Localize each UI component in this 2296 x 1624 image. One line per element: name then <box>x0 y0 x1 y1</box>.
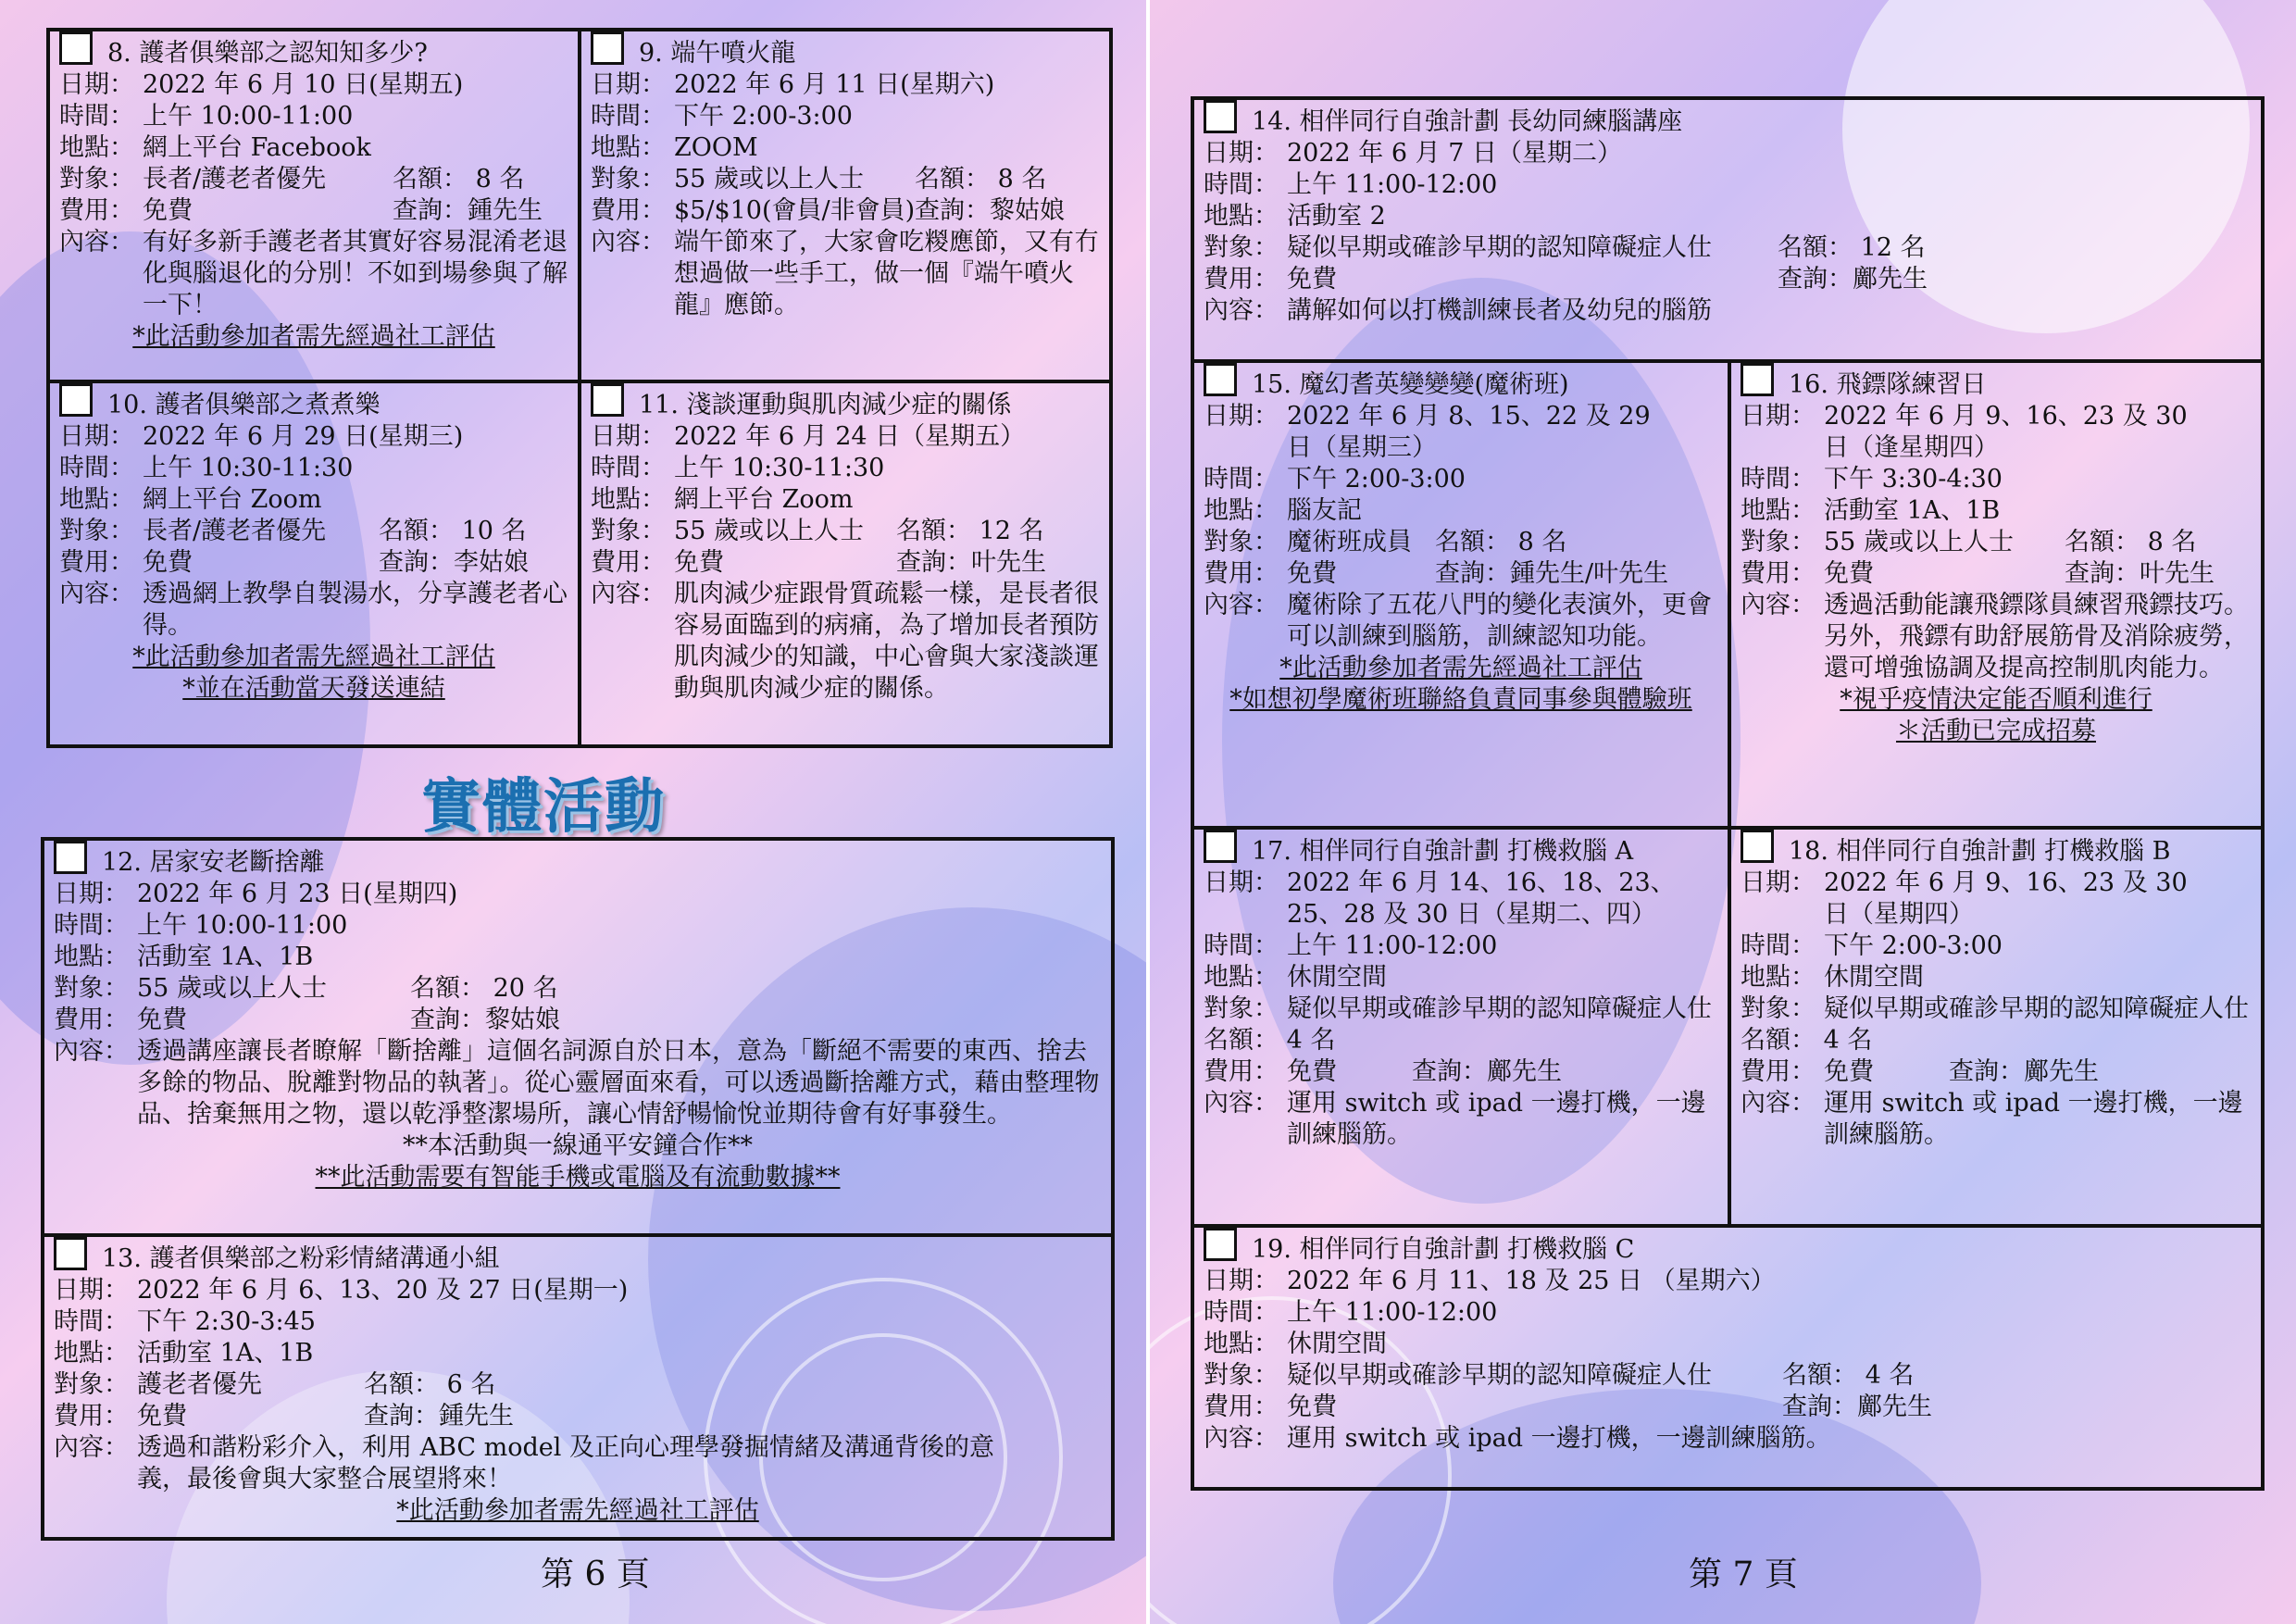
time-value: 上午 10:00-11:00 <box>143 102 354 131</box>
target-value: 疑似早期或確診早期的認知障礙症人仕 <box>1287 233 1712 262</box>
activity-title: 8. 護者俱樂部之認知知多少? <box>107 39 428 68</box>
content-label: 內容： <box>591 580 666 608</box>
content-label: 內容： <box>1204 591 1279 619</box>
register-checkbox[interactable] <box>1204 363 1237 396</box>
target-value: 疑似早期或確診早期的認知障礙症人仕 <box>1287 994 1712 1023</box>
activity-card-9 <box>578 28 1113 383</box>
venue-value: 休閒空間 <box>1824 963 1924 992</box>
date-label: 日期： <box>1741 868 1816 897</box>
fee-value: 免費 <box>1824 559 1874 588</box>
content-label: 內容： <box>1204 1089 1279 1118</box>
register-checkbox[interactable] <box>1741 363 1774 396</box>
contact-value: 查詢：黎姑娘 <box>915 196 1065 225</box>
content-label: 內容： <box>591 228 666 256</box>
fee-label: 費用： <box>1204 1057 1279 1086</box>
fee-label: 費用： <box>1741 559 1816 588</box>
target-value: 55 歲或以上人士 <box>674 517 864 545</box>
contact-value: 查詢：鍾先生/叶先生 <box>1435 559 1669 588</box>
date-value: 2022 年 6 月 10 日(星期五) <box>143 70 464 99</box>
activity-title: 17. 相伴同行自強計劃 打機救腦 A <box>1252 837 1634 866</box>
venue-value: 活動室 1A、1B <box>137 943 314 971</box>
activity-note: *此活動參加者需先經過社工評估 <box>1279 654 1642 682</box>
content-value: 運用 switch 或 ipad 一邊打機，一邊訓練腦筋。 <box>1824 1089 2243 1149</box>
fee-label: 費用： <box>1204 1393 1279 1421</box>
target-value: 魔術班成員 <box>1287 528 1412 556</box>
fee-label: 費用： <box>59 548 134 577</box>
activity-card-17 <box>1191 826 1731 1228</box>
venue-label: 地點： <box>54 943 129 971</box>
page-gutter <box>1146 0 1150 1624</box>
fee-value: 免費 <box>143 196 193 225</box>
contact-value: 查詢：李姑娘 <box>379 548 529 577</box>
register-checkbox[interactable] <box>59 383 93 417</box>
content-value: 肌肉減少症跟骨質疏鬆一樣，是長者很容易面臨到的病痛，為了增加長者預防肌肉減少的知識，中心會與大家淺談運動與肌肉減少症的關係。 <box>674 580 1099 703</box>
register-checkbox[interactable] <box>1204 830 1237 863</box>
fee-value: 免費 <box>1287 559 1337 588</box>
activity-note: ＊活動已完成招募 <box>1896 717 2096 745</box>
venue-value: 活動室 1A、1B <box>1824 496 2001 525</box>
register-checkbox[interactable] <box>591 383 624 417</box>
activity-title: 9. 端午噴火龍 <box>639 39 796 68</box>
date-label: 日期： <box>591 422 666 451</box>
register-checkbox[interactable] <box>1741 830 1774 863</box>
time-label: 時間： <box>591 454 666 482</box>
time-label: 時間： <box>59 102 134 131</box>
date-value: 2022 年 6 月 23 日(星期四) <box>137 880 458 908</box>
activity-card-15 <box>1191 359 1731 830</box>
quota-value: 名額： 10 名 <box>379 517 527 545</box>
time-value: 下午 2:30-3:45 <box>137 1307 316 1336</box>
content-label: 內容： <box>1741 591 1816 619</box>
venue-label: 地點： <box>59 485 134 514</box>
content-label: 內容： <box>1741 1089 1816 1118</box>
time-label: 時間： <box>1204 170 1279 199</box>
quota-value: 名額： 4 名 <box>1741 1026 1873 1055</box>
time-label: 時間： <box>1741 465 1816 493</box>
time-value: 上午 11:00-12:00 <box>1287 1298 1498 1327</box>
activity-note: **本活動與一線通平安鐘合作** <box>403 1131 753 1160</box>
fee-value: 免費 <box>1287 1057 1337 1086</box>
time-value: 上午 11:00-12:00 <box>1287 170 1498 199</box>
target-value: 長者/護老者優先 <box>143 165 327 194</box>
content-value: 端午節來了，大家會吃糉應節，又有冇想過做一些手工，做一個『端午噴火龍』應節。 <box>674 228 1099 319</box>
fee-label: 費用： <box>1204 265 1279 294</box>
fee-value: 免費 <box>1287 1393 1337 1421</box>
venue-value: 活動室 2 <box>1287 202 1386 231</box>
fee-label: 費用： <box>54 1006 129 1034</box>
fee-value: 免費 <box>674 548 724 577</box>
time-value: 下午 2:00-3:00 <box>1824 931 2003 960</box>
contact-value: 查詢：鍾先生 <box>393 196 543 225</box>
venue-label: 地點： <box>1204 496 1279 525</box>
target-value: 疑似早期或確診早期的認知障礙症人仕 <box>1824 994 2249 1023</box>
venue-value: 休閒空間 <box>1287 963 1387 992</box>
target-label: 對象： <box>1204 1361 1279 1390</box>
date-value: 2022 年 6 月 29 日(星期三) <box>143 422 464 451</box>
target-value: 長者/護老者優先 <box>143 517 327 545</box>
time-label: 時間： <box>1204 465 1279 493</box>
activity-card-14 <box>1191 96 2265 363</box>
target-label: 對象： <box>59 517 134 545</box>
activity-card-12 <box>41 837 1115 1237</box>
content-value: 透過活動能讓飛鏢隊員練習飛鏢技巧。另外，飛鏢有助舒展筋骨及消除疲勞，還可增強協調及提高控制肌肉能力。 <box>1824 591 2249 682</box>
register-checkbox[interactable] <box>591 31 624 65</box>
content-value: 運用 switch 或 ipad 一邊打機，一邊訓練腦筋。 <box>1287 1089 1706 1149</box>
time-value: 下午 2:00-3:00 <box>1287 465 1466 493</box>
venue-label: 地點： <box>1741 496 1816 525</box>
venue-value: 活動室 1A、1B <box>137 1339 314 1368</box>
date-label: 日期： <box>54 1276 129 1305</box>
fee-value: 免費 <box>1287 265 1337 294</box>
fee-value: 免費 <box>137 1006 187 1034</box>
time-label: 時間： <box>1741 931 1816 960</box>
quota-value: 名額： 4 名 <box>1204 1026 1336 1055</box>
date-label: 日期： <box>1204 1267 1279 1295</box>
venue-value: 腦友記 <box>1287 496 1362 525</box>
content-label: 內容： <box>54 1037 129 1066</box>
target-label: 對象： <box>1204 528 1279 556</box>
time-label: 時間： <box>1204 1298 1279 1327</box>
fee-label: 費用： <box>59 196 134 225</box>
activity-title: 11. 淺談運動與肌肉減少症的關係 <box>639 391 1012 419</box>
activity-note: *視乎疫情決定能否順利進行 <box>1840 685 2152 714</box>
contact-value: 查詢：鄺先生 <box>1412 1057 1562 1086</box>
quota-value: 名額： 8 名 <box>915 165 1047 194</box>
activity-card-13 <box>41 1233 1115 1541</box>
quota-value: 名額： 12 名 <box>1778 233 1926 262</box>
activity-card-11 <box>578 380 1113 748</box>
quota-value: 名額： 8 名 <box>2065 528 2197 556</box>
date-label: 日期： <box>54 880 129 908</box>
content-value: 透過網上教學自製湯水，分享護老者心得。 <box>143 580 568 640</box>
venue-label: 地點： <box>591 485 666 514</box>
activity-title: 12. 居家安老斷捨離 <box>102 848 325 877</box>
date-label: 日期： <box>59 422 134 451</box>
activity-note: *此活動參加者需先經過社工評估 <box>396 1496 759 1525</box>
activity-card-18 <box>1728 826 2265 1228</box>
activity-title: 16. 飛鏢隊練習日 <box>1789 370 1987 399</box>
contact-value: 查詢：叶先生 <box>896 548 1046 577</box>
content-label: 內容： <box>59 228 134 256</box>
content-label: 內容： <box>54 1433 129 1462</box>
venue-label: 地點： <box>54 1339 129 1368</box>
page-number: 第 7 頁 <box>1689 1555 1798 1593</box>
date-label: 日期： <box>1204 402 1279 431</box>
activity-note: *並在活動當天發送連結 <box>182 674 445 703</box>
quota-value: 名額： 8 名 <box>1435 528 1567 556</box>
target-value: 55 歲或以上人士 <box>1824 528 2014 556</box>
date-value: 2022 年 6 月 9、16、23 及 30 日（星期四） <box>1824 868 2188 929</box>
venue-value: 休閒空間 <box>1287 1330 1387 1358</box>
activity-title: 14. 相伴同行自強計劃 長幼同練腦講座 <box>1252 107 1683 136</box>
activity-title: 19. 相伴同行自強計劃 打機救腦 C <box>1252 1235 1635 1264</box>
target-label: 對象： <box>591 165 666 194</box>
activity-card-16 <box>1728 359 2265 830</box>
time-label: 時間： <box>54 911 129 940</box>
date-value: 2022 年 6 月 11 日(星期六) <box>674 70 995 99</box>
content-value: 運用 switch 或 ipad 一邊打機，一邊訓練腦筋。 <box>1287 1424 1831 1453</box>
venue-label: 地點： <box>1741 963 1816 992</box>
time-label: 時間： <box>59 454 134 482</box>
target-label: 對象： <box>1204 233 1279 262</box>
quota-value: 名額： 12 名 <box>896 517 1044 545</box>
page-number: 第 6 頁 <box>541 1555 650 1593</box>
time-value: 下午 2:00-3:00 <box>674 102 853 131</box>
target-label: 對象： <box>1741 994 1816 1023</box>
content-label: 內容： <box>1204 1424 1279 1453</box>
fee-value: $5/$10(會員/非會員) <box>674 196 916 225</box>
date-value: 2022 年 6 月 14、16、18、23、25、28 及 30 日（星期二、四） <box>1287 868 1676 929</box>
target-value: 護老者優先 <box>137 1370 262 1399</box>
time-value: 上午 10:30-11:30 <box>143 454 354 482</box>
target-label: 對象： <box>1741 528 1816 556</box>
target-label: 對象： <box>54 974 129 1003</box>
activity-title: 18. 相伴同行自強計劃 打機救腦 B <box>1789 837 2171 866</box>
activity-note: *此活動參加者需先經過社工評估 <box>132 643 495 671</box>
section-heading: 實體活動 <box>421 773 666 842</box>
activity-title: 15. 魔幻耆英變變變(魔術班) <box>1252 370 1569 399</box>
register-checkbox[interactable] <box>54 1237 87 1270</box>
contact-value: 查詢：叶先生 <box>2065 559 2215 588</box>
content-value: 魔術除了五花八門的變化表演外，更會可以訓練到腦筋，訓練認知功能。 <box>1287 591 1712 651</box>
venue-label: 地點： <box>1204 1330 1279 1358</box>
fee-value: 免費 <box>143 548 193 577</box>
venue-value: 網上平台 Zoom <box>143 485 322 514</box>
date-label: 日期： <box>1204 868 1279 897</box>
date-label: 日期： <box>591 70 666 99</box>
date-label: 日期： <box>59 70 134 99</box>
register-checkbox[interactable] <box>1204 100 1237 133</box>
target-label: 對象： <box>54 1370 129 1399</box>
quota-value: 名額： 6 名 <box>364 1370 496 1399</box>
venue-value: ZOOM <box>674 133 758 162</box>
content-value: 講解如何以打機訓練長者及幼兒的腦筋 <box>1287 296 1712 325</box>
date-value: 2022 年 6 月 6、13、20 及 27 日(星期一) <box>137 1276 629 1305</box>
contact-value: 查詢：鍾先生 <box>364 1402 514 1430</box>
content-label: 內容： <box>1204 296 1279 325</box>
fee-label: 費用： <box>1204 559 1279 588</box>
time-label: 時間： <box>54 1307 129 1336</box>
venue-value: 網上平台 Zoom <box>674 485 854 514</box>
time-value: 上午 10:30-11:30 <box>674 454 885 482</box>
activity-card-10 <box>46 380 581 748</box>
fee-label: 費用： <box>591 196 666 225</box>
date-label: 日期： <box>1204 139 1279 168</box>
activity-card-8 <box>46 28 581 383</box>
venue-label: 地點： <box>1204 963 1279 992</box>
contact-value: 查詢：鄺先生 <box>1949 1057 2099 1086</box>
activity-note: *此活動參加者需先經過社工評估 <box>132 322 495 351</box>
date-value: 2022 年 6 月 9、16、23 及 30 日（逢星期四） <box>1824 402 2188 462</box>
content-value: 有好多新手護老者其實好容易混淆老退化與腦退化的分別！不如到場參與了解一下！ <box>143 228 568 319</box>
time-value: 下午 3:30-4:30 <box>1824 465 2003 493</box>
time-label: 時間： <box>591 102 666 131</box>
quota-value: 名額： 20 名 <box>410 974 558 1003</box>
content-label: 內容： <box>59 580 134 608</box>
time-label: 時間： <box>1204 931 1279 960</box>
date-value: 2022 年 6 月 11、18 及 25 日 （星期六） <box>1287 1267 1776 1295</box>
venue-value: 網上平台 Facebook <box>143 133 371 162</box>
fee-label: 費用： <box>54 1402 129 1430</box>
content-value: 透過講座讓長者瞭解「斷捨離」這個名詞源自於日本，意為「斷絕不需要的東西、捨去多餘的物品、脫離對物品的執著」。從心靈層面來看，可以透過斷捨離方式，藉由整理物品、捨棄無用之物，還以乾淨整潔場所，讓心情舒暢愉悅並期待會有好事發生。 <box>137 1037 1100 1129</box>
target-value: 55 歲或以上人士 <box>137 974 327 1003</box>
contact-value: 查詢：鄺先生 <box>1782 1393 1932 1421</box>
activity-title: 10. 護者俱樂部之煮煮樂 <box>107 391 381 419</box>
activity-note: **此活動需要有智能手機或電腦及有流動數據** <box>315 1163 841 1192</box>
register-checkbox[interactable] <box>59 31 93 65</box>
content-value: 透過和諧粉彩介入，利用 ABC model 及正向心理學發掘情緒及溝通背後的意義，最後會與大家整合展望將來！ <box>137 1433 995 1493</box>
contact-value: 查詢：黎姑娘 <box>410 1006 560 1034</box>
activity-card-19 <box>1191 1224 2265 1491</box>
fee-label: 費用： <box>591 548 666 577</box>
register-checkbox[interactable] <box>1204 1228 1237 1261</box>
activity-note: *如想初學魔術班聯絡負責同事參與體驗班 <box>1229 685 1692 714</box>
fee-value: 免費 <box>1824 1057 1874 1086</box>
quota-value: 名額： 4 名 <box>1782 1361 1915 1390</box>
venue-label: 地點： <box>59 133 134 162</box>
register-checkbox[interactable] <box>54 841 87 874</box>
venue-label: 地點： <box>1204 202 1279 231</box>
fee-value: 免費 <box>137 1402 187 1430</box>
activity-title: 13. 護者俱樂部之粉彩情緒溝通小組 <box>102 1244 500 1273</box>
quota-value: 名額： 8 名 <box>393 165 525 194</box>
target-label: 對象： <box>591 517 666 545</box>
venue-label: 地點： <box>591 133 666 162</box>
date-label: 日期： <box>1741 402 1816 431</box>
target-value: 55 歲或以上人士 <box>674 165 864 194</box>
time-value: 上午 10:00-11:00 <box>137 911 348 940</box>
target-value: 疑似早期或確診早期的認知障礙症人仕 <box>1287 1361 1712 1390</box>
date-value: 2022 年 6 月 8、15、22 及 29 日（星期三） <box>1287 402 1651 462</box>
date-value: 2022 年 6 月 24 日（星期五） <box>674 422 1026 451</box>
date-value: 2022 年 6 月 7 日（星期二） <box>1287 139 1622 168</box>
fee-label: 費用： <box>1741 1057 1816 1086</box>
contact-value: 查詢：鄺先生 <box>1778 265 1928 294</box>
time-value: 上午 11:00-12:00 <box>1287 931 1498 960</box>
target-label: 對象： <box>1204 994 1279 1023</box>
target-label: 對象： <box>59 165 134 194</box>
